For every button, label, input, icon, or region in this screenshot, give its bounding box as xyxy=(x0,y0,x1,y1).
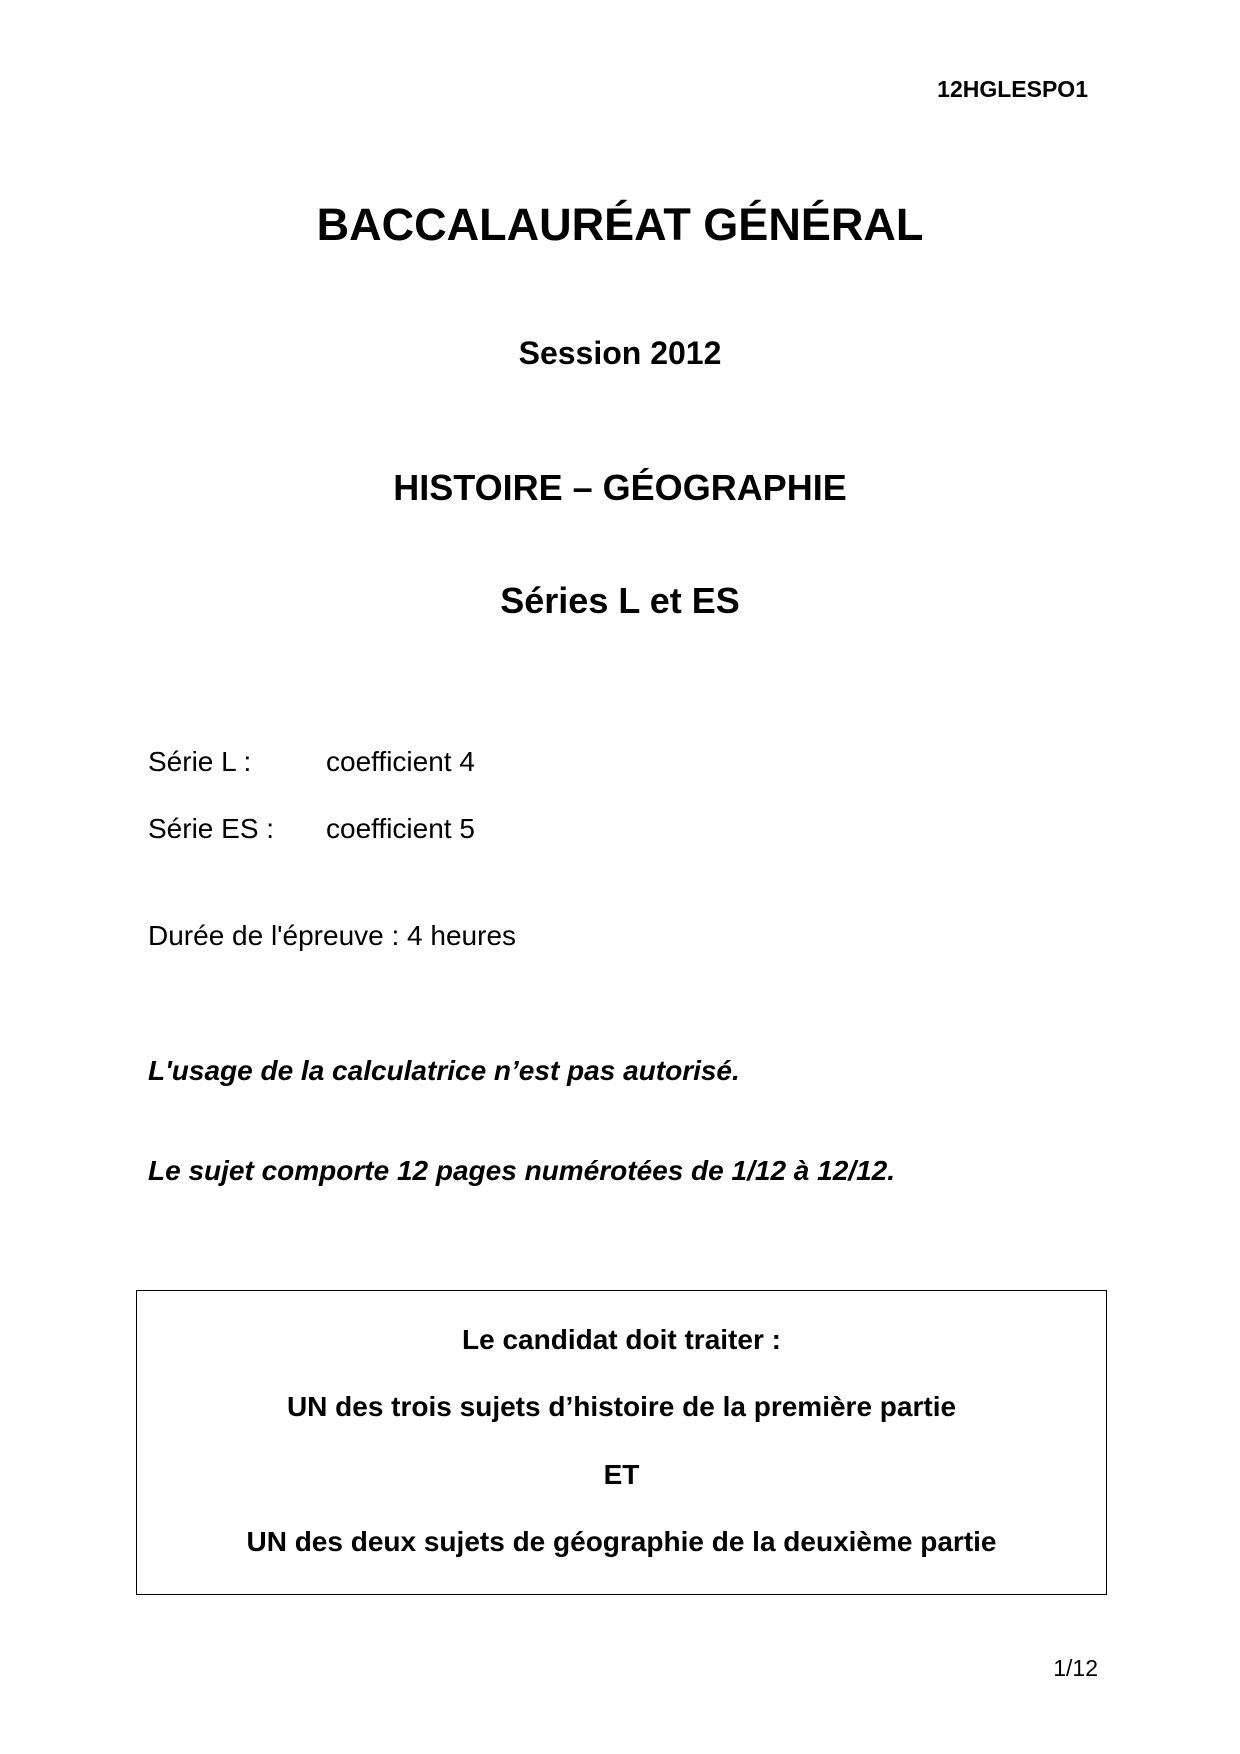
series-es-coefficient: coefficient 5 xyxy=(326,813,475,844)
series-l-coefficient: coefficient 4 xyxy=(326,746,475,777)
document-code: 12HGLESPO1 xyxy=(937,76,1088,102)
session-year: Session 2012 xyxy=(518,335,722,371)
page-count-notice: Le sujet comporte 12 pages numérotées de 1/12 à 12/12. xyxy=(148,1155,895,1186)
series-es-label: Série ES : xyxy=(148,813,275,844)
instructions-box xyxy=(136,1290,1107,1595)
calculator-notice: L'usage de la calculatrice n’est pas autorisé. xyxy=(148,1055,740,1086)
instructions-and: ET xyxy=(603,1459,640,1490)
instructions-history: UN des trois sujets d’histoire de la première partie xyxy=(286,1391,957,1422)
exam-title: BACCALAURÉAT GÉNÉRAL xyxy=(316,199,924,250)
subject-title: HISTOIRE – GÉOGRAPHIE xyxy=(393,467,847,508)
series-title: Séries L et ES xyxy=(500,580,740,621)
instructions-geography: UN des deux sujets de géographie de la deuxième partie xyxy=(246,1526,997,1557)
exam-duration: Durée de l'épreuve : 4 heures xyxy=(148,920,517,951)
instructions-heading: Le candidat doit traiter : xyxy=(462,1324,781,1355)
series-l-label: Série L : xyxy=(148,746,252,777)
page-number: 1/12 xyxy=(1053,1655,1098,1681)
